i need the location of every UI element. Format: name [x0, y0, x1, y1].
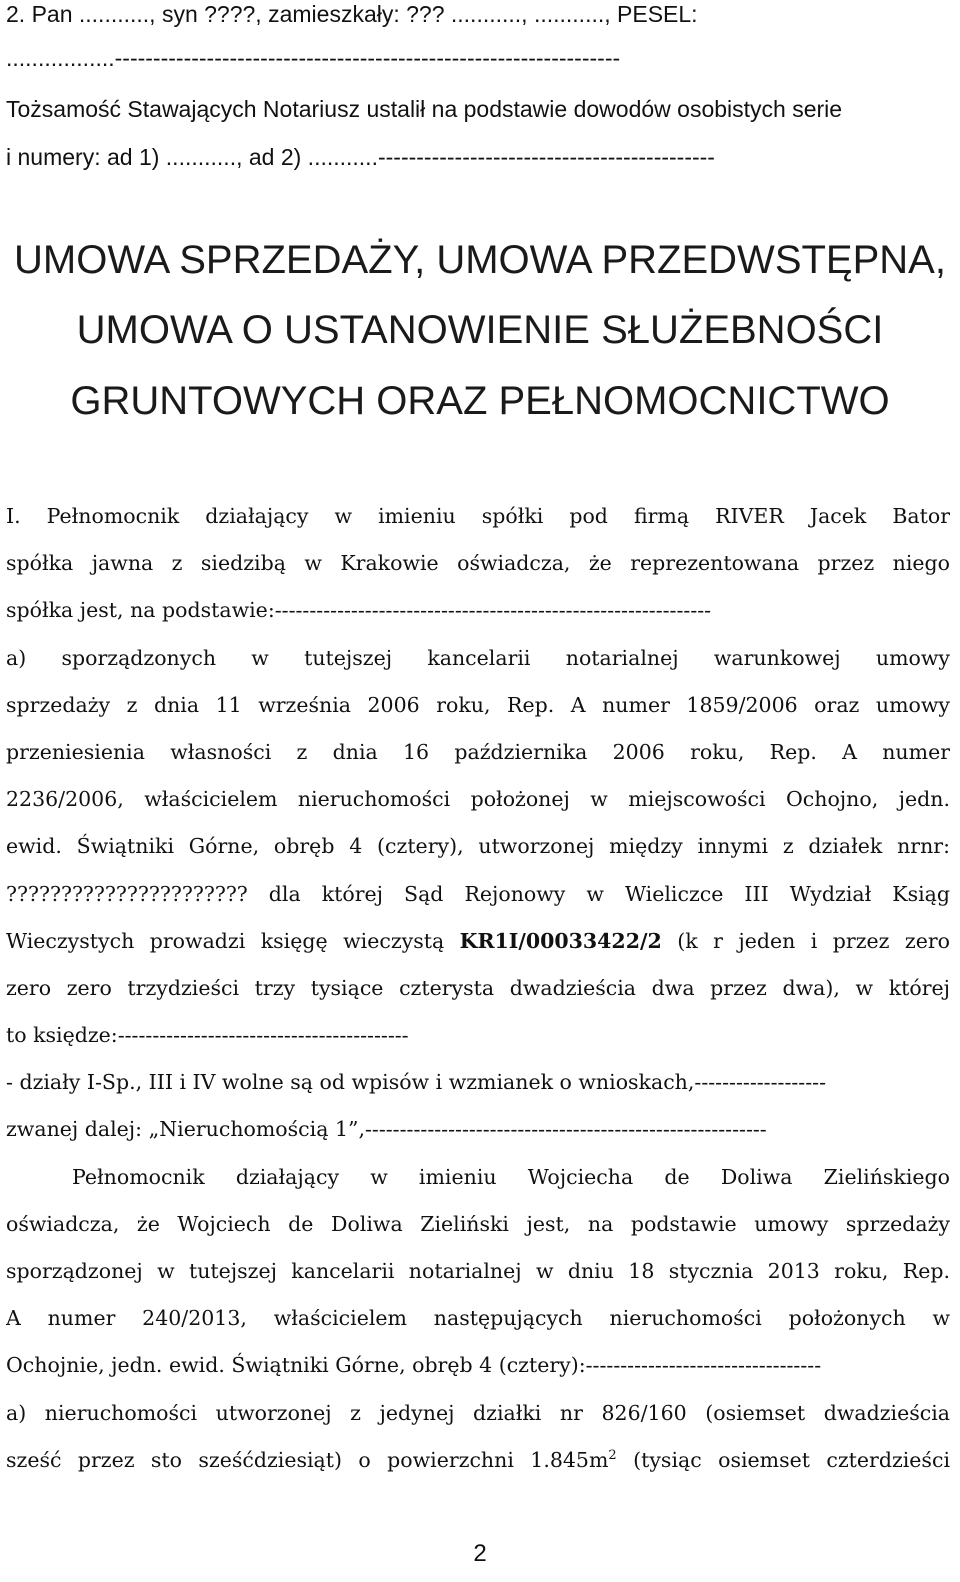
body-line: zwanej dalej: „Nieruchomością 1”,----------------------------------------------------------	[6, 1117, 767, 1142]
body-line: to księdze:------------------------------------------	[6, 1023, 409, 1048]
header-line-3: Tożsamość Stawających Notariusz ustalił na podstawie dowodów osobistych serie	[6, 96, 843, 122]
body-line: zero zero trzydzieści trzy tysiące czterysta dwadzieścia dwa przez dwa), w której	[6, 975, 950, 1000]
body-line: spółka jawna z siedzibą w Krakowie oświadcza, że reprezentowana przez niego	[6, 551, 950, 576]
body-text-fragment: (tysiąc osiemset czterdzieści	[616, 1447, 950, 1472]
body-text	[6, 493, 950, 1484]
body-line: ewid. Świątniki Górne, obręb 4 (cztery), utworzonej między innymi z działek nrnr:	[6, 834, 950, 859]
body-line: ?????????????????????? dla której Sąd Rejonowy w Wieliczce III Wydział Ksiąg	[6, 881, 950, 906]
header-line-2: .................------------------------------------------------------------------	[6, 45, 621, 71]
header-line-1: 2. Pan ..........., syn ????, zamieszkały: ??? ..........., ..........., PESEL:	[6, 1, 698, 27]
body-line-with-land-register	[6, 918, 950, 965]
body-line: oświadcza, że Wojciech de Doliwa Zieliński jest, na podstawie umowy sprzedaży	[6, 1211, 950, 1236]
document-title-line-2: UMOWA O USTANOWIENIE SŁUŻEBNOŚCI	[76, 308, 884, 352]
body-line: Ochojnie, jedn. ewid. Świątniki Górne, obręb 4 (cztery):----------------------------------	[6, 1353, 822, 1378]
page-number: 2	[473, 1540, 487, 1567]
document-title-line-1: UMOWA SPRZEDAŻY, UMOWA PRZEDWSTĘPNA,	[14, 238, 946, 282]
body-line: 2236/2006, właścicielem nieruchomości położonej w miejscowości Ochojno, jedn.	[6, 787, 950, 812]
body-line: przeniesienia własności z dnia 16 października 2006 roku, Rep. A numer	[6, 739, 950, 764]
body-line: a) sporządzonych w tutejszej kancelarii notarialnej warunkowej umowy	[6, 645, 950, 670]
document-title-line-3: GRUNTOWYCH ORAZ PEŁNOMOCNICTWO	[70, 379, 890, 423]
body-text-fragment: sześć przez sto sześćdziesiąt) o powierzchni 1.845m	[6, 1447, 609, 1472]
body-line: I. Pełnomocnik działający w imieniu spółki pod firmą RIVER Jacek Bator	[6, 504, 950, 528]
body-line: sprzedaży z dnia 11 września 2006 roku, Rep. A numer 1859/2006 oraz umowy	[6, 692, 950, 717]
body-text-fragment: (k r jeden i przez zero	[661, 928, 950, 953]
body-line: - działy I-Sp., III i IV wolne są od wpisów i wzmianek o wnioskach,-------------------	[6, 1070, 827, 1095]
area-unit-superscript: 2	[608, 1447, 617, 1463]
body-line: Pełnomocnik działający w imieniu Wojciecha de Doliwa Zielińskiego	[72, 1164, 950, 1189]
body-line: sporządzonej w tutejszej kancelarii notarialnej w dniu 18 stycznia 2013 roku, Rep.	[6, 1259, 950, 1283]
body-line: A numer 240/2013, właścicielem następujących nieruchomości położonych w	[6, 1306, 950, 1331]
body-line: spółka jest, na podstawie:---------------------------------------------------------------	[6, 598, 712, 623]
header-line-4: i numery: ad 1) ..........., ad 2) ...........--------------------------------------------	[6, 144, 715, 170]
body-line-with-area	[6, 1437, 950, 1484]
body-text-fragment: Wieczystych prowadzi księgę wieczystą	[6, 928, 460, 953]
body-line: a) nieruchomości utworzonej z jedynej działki nr 826/160 (osiemset dwadzieścia	[6, 1400, 950, 1425]
land-register-number: KR1I/00033422/2	[459, 928, 662, 953]
